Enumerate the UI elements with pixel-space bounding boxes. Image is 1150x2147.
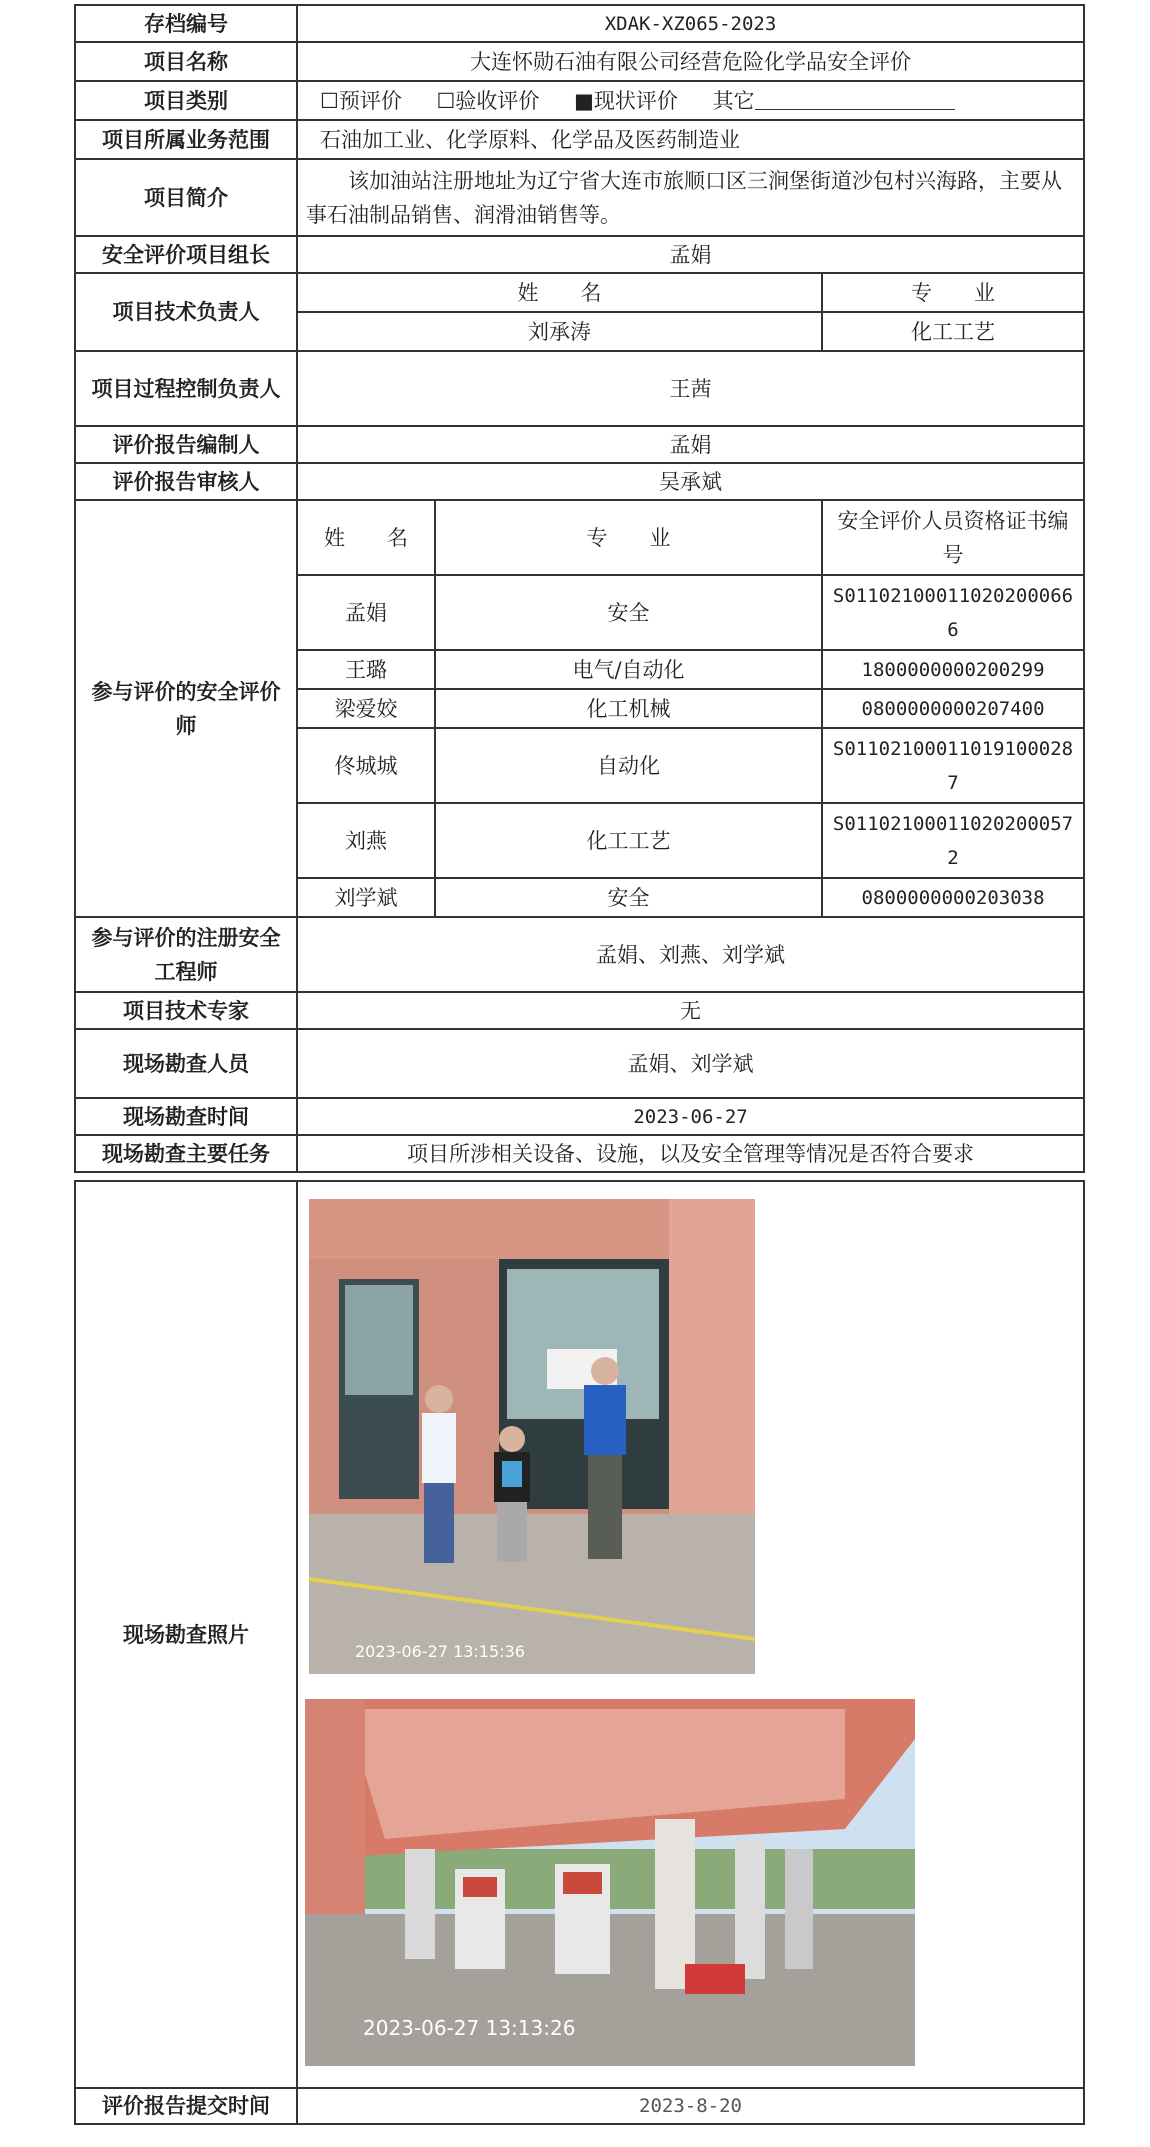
- tech-lead-label: 项目技术负责人: [75, 273, 297, 351]
- evaluator-name: 佟城城: [297, 728, 435, 803]
- reviewer-label: 评价报告审核人: [75, 463, 297, 500]
- evaluator-name: 孟娟: [297, 575, 435, 650]
- tech-lead-major-header: 专 业: [822, 273, 1084, 312]
- evaluators-cert-header: 安全评价人员资格证书编号: [822, 500, 1084, 575]
- compiler-label: 评价报告编制人: [75, 426, 297, 463]
- evaluator-cert: 0800000000203038: [822, 878, 1084, 917]
- tech-lead-name-header: 姓 名: [297, 273, 822, 312]
- reviewer-value: 吴承斌: [297, 463, 1084, 500]
- evaluator-cert: S011021000110191000287: [822, 728, 1084, 803]
- submit-value: 2023-8-20: [297, 2088, 1084, 2124]
- survey-time-label: 现场勘查时间: [75, 1098, 297, 1135]
- evaluator-name: 王璐: [297, 650, 435, 689]
- other-blank: [755, 89, 955, 110]
- scope-value: 石油加工业、化学原料、化学品及医药制造业: [297, 120, 1084, 159]
- engineers-label: 参与评价的注册安全工程师: [75, 917, 297, 992]
- survey-task-label: 现场勘查主要任务: [75, 1135, 297, 1172]
- evaluator-major: 化工机械: [435, 689, 822, 728]
- leader-label: 安全评价项目组长: [75, 236, 297, 273]
- evaluator-name: 梁爱姣: [297, 689, 435, 728]
- engineers-value: 孟娟、刘燕、刘学斌: [297, 917, 1084, 992]
- surveyors-value: 孟娟、刘学斌: [297, 1029, 1084, 1098]
- evaluator-cert: S011021000110202000572: [822, 803, 1084, 878]
- evaluator-cert: 0800000000207400: [822, 689, 1084, 728]
- evaluator-cert: 1800000000200299: [822, 650, 1084, 689]
- station-building-image: [309, 1199, 755, 1674]
- evaluators-name-header: 姓 名: [297, 500, 435, 575]
- fuel-island-image: [305, 1699, 915, 2066]
- survey-photo-2: [305, 1699, 915, 2066]
- tech-lead-name: 刘承涛: [297, 312, 822, 351]
- survey-task-value: 项目所涉相关设备、设施，以及安全管理等情况是否符合要求: [297, 1135, 1084, 1172]
- evaluator-major: 安全: [435, 878, 822, 917]
- tech-lead-major: 化工工艺: [822, 312, 1084, 351]
- submit-label: 评价报告提交时间: [75, 2088, 297, 2124]
- evaluator-major: 安全: [435, 575, 822, 650]
- process-lead-value: 王茜: [297, 351, 1084, 426]
- archive-label: 存档编号: [75, 5, 297, 42]
- project-type-label: 项目类别: [75, 81, 297, 120]
- leader-value: 孟娟: [297, 236, 1084, 273]
- summary-value: 该加油站注册地址为辽宁省大连市旅顺口区三涧堡街道沙包村兴海路，主要从事石油制品销售、润滑油销售等。: [297, 159, 1084, 236]
- project-type-options: [297, 81, 1084, 120]
- evaluator-major: 自动化: [435, 728, 822, 803]
- experts-value: 无: [297, 992, 1084, 1029]
- option-pre-eval[interactable]: ☐预评价: [320, 88, 402, 113]
- photo-2-timestamp: 2023-06-27 13:13:26: [363, 2016, 576, 2040]
- experts-label: 项目技术专家: [75, 992, 297, 1029]
- evaluator-cert: S011021000110202000666: [822, 575, 1084, 650]
- evaluators-major-header: 专 业: [435, 500, 822, 575]
- info-table: [74, 4, 1085, 1173]
- evaluator-name: 刘燕: [297, 803, 435, 878]
- surveyors-label: 现场勘查人员: [75, 1029, 297, 1098]
- summary-label: 项目简介: [75, 159, 297, 236]
- evaluator-name: 刘学斌: [297, 878, 435, 917]
- survey-photo-1: [309, 1199, 755, 1674]
- evaluator-major: 化工工艺: [435, 803, 822, 878]
- process-lead-label: 项目过程控制负责人: [75, 351, 297, 426]
- survey-time-value: 2023-06-27: [297, 1098, 1084, 1135]
- option-current-eval[interactable]: ■现状评价: [574, 88, 678, 113]
- option-acceptance-eval[interactable]: ☐验收评价: [436, 88, 540, 113]
- evaluator-major: 电气/自动化: [435, 650, 822, 689]
- compiler-value: 孟娟: [297, 426, 1084, 463]
- archive-value: XDAK-XZ065-2023: [297, 5, 1084, 42]
- photo-1-timestamp: 2023-06-27 13:15:36: [355, 1642, 525, 1661]
- scope-label: 项目所属业务范围: [75, 120, 297, 159]
- evaluators-label: 参与评价的安全评价师: [75, 500, 297, 917]
- project-name-value: 大连怀勋石油有限公司经营危险化学品安全评价: [297, 42, 1084, 81]
- project-name-label: 项目名称: [75, 42, 297, 81]
- photos-label: 现场勘查照片: [75, 1181, 297, 2088]
- option-other[interactable]: 其它: [713, 89, 955, 113]
